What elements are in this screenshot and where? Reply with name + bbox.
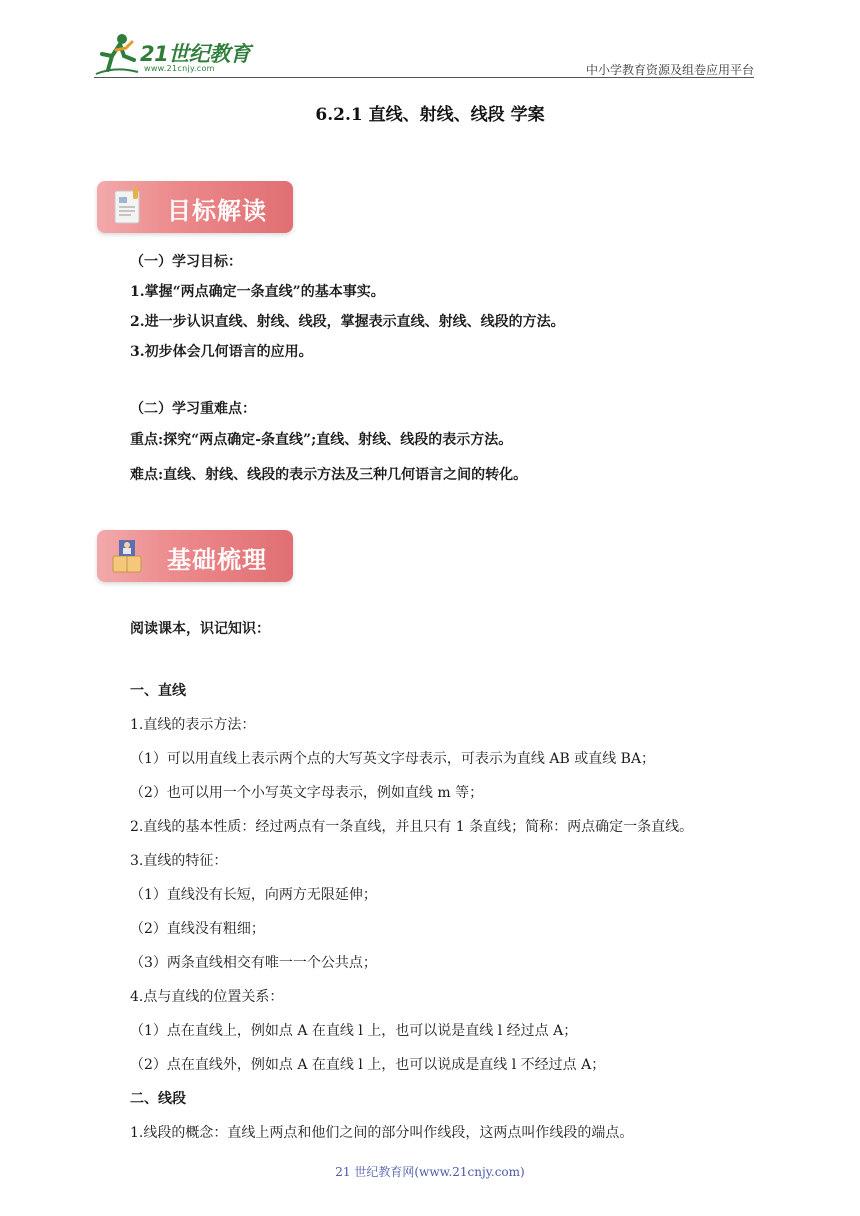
goal-item: 3.初步体会几何语言的应用。 bbox=[130, 344, 313, 360]
site-logo bbox=[94, 32, 264, 80]
reading-instruction: 阅读课本，识记知识： bbox=[130, 621, 270, 637]
book-icon bbox=[105, 534, 149, 578]
body-line: （2）点在直线外，例如点 A 在直线 l 上，也可以说成是直线 l 不经过点 A； bbox=[130, 1057, 606, 1073]
key-points-heading: （二）学习重难点： bbox=[130, 401, 256, 417]
body-line: 3.直线的特征： bbox=[130, 853, 228, 869]
section-banner-label: 基础梳理 bbox=[167, 546, 267, 574]
body-line: （1）直线没有长短，向两方无限延伸； bbox=[130, 887, 377, 903]
footer-link[interactable]: 21 世纪教育网(www.21cnjy.com) bbox=[335, 1165, 525, 1179]
document-icon bbox=[105, 185, 149, 229]
body-line: （2）也可以用一个小写英文字母表示，例如直线 m 等； bbox=[130, 785, 484, 801]
body-line: 2.直线的基本性质：经过两点有一条直线，并且只有 1 条直线；简称：两点确定一条直线。 bbox=[130, 819, 694, 835]
section-banner-basics bbox=[97, 530, 293, 582]
logo-brand-text: 21世纪教育 bbox=[140, 42, 251, 66]
key-point-text: 重点:探究“两点确定-条直线”;直线、射线、线段的表示方法。 bbox=[130, 432, 513, 448]
runner-icon bbox=[94, 32, 140, 78]
header-platform-text: 中小学教育资源及组卷应用平台 bbox=[585, 63, 754, 77]
goal-item: 2.进一步认识直线、射线、线段，掌握表示直线、射线、线段的方法。 bbox=[130, 314, 565, 330]
body-line: （1）可以用直线上表示两个点的大写英文字母表示，可表示为直线 AB 或直线 BA； bbox=[130, 751, 656, 767]
body-line: （1）点在直线上，例如点 A 在直线 l 上，也可以说是直线 l 经过点 A； bbox=[130, 1023, 578, 1039]
subsection-heading: 一、直线 bbox=[130, 683, 186, 699]
body-line: （3）两条直线相交有唯一一个公共点； bbox=[130, 955, 377, 971]
body-line: （2）直线没有粗细； bbox=[130, 921, 265, 937]
body-line: 1.线段的概念：直线上两点和他们之间的部分叫作线段，这两点叫作线段的端点。 bbox=[130, 1125, 634, 1141]
header-divider bbox=[94, 77, 754, 78]
logo-url-text: www.21cnjy.com bbox=[144, 64, 215, 73]
body-line: 4.点与直线的位置关系： bbox=[130, 989, 284, 1005]
section-banner-label: 目标解读 bbox=[167, 197, 267, 225]
page-title: 6.2.1 直线、射线、线段 学案 bbox=[315, 105, 545, 125]
section-banner-goals bbox=[97, 181, 293, 233]
goals-heading: （一）学习目标： bbox=[130, 254, 242, 270]
goal-item: 1.掌握“两点确定一条直线”的基本事实。 bbox=[130, 284, 385, 300]
subsection-heading: 二、线段 bbox=[130, 1091, 186, 1107]
difficulty-text: 难点:直线、射线、线段的表示方法及三种几何语言之间的转化。 bbox=[130, 467, 528, 483]
body-line: 1.直线的表示方法： bbox=[130, 717, 256, 733]
